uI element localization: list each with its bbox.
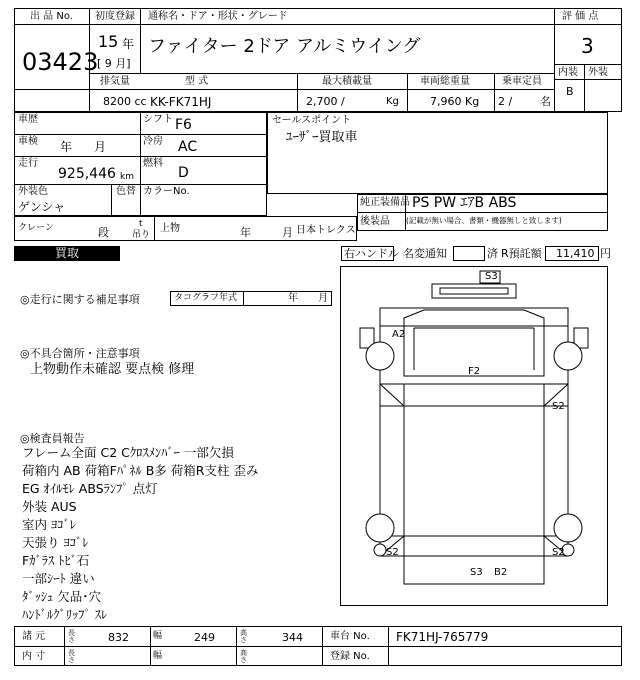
defects-label: ◎不具合箇所・注意事項 <box>20 347 140 360</box>
report-line: ﾊﾝﾄﾞﾙｸﾞﾘｯﾌﾟ ｽﾚ <box>22 607 108 622</box>
mark-f2: F2 <box>468 366 481 377</box>
height-value: 344 <box>282 631 303 644</box>
capacity-label: 最大積載量 <box>322 76 372 87</box>
divider <box>554 79 622 80</box>
reg-year-unit: 年 <box>122 37 135 51</box>
mileage-unit: km <box>120 172 134 182</box>
sales-point: ﾕｰｻﾞｰ買取車 <box>286 130 358 145</box>
gross-value: 7,960 Kg <box>430 95 480 108</box>
length-label-2: 長さ <box>68 649 75 664</box>
reg-month: [ 9 月] <box>97 57 131 70</box>
color-value: ゲンシャ <box>18 200 66 214</box>
mileage-value: 925,446 <box>58 166 116 182</box>
upper-maker: 日本トレクス <box>296 225 356 236</box>
shift-label: シフト <box>143 114 173 125</box>
length-label: 長さ <box>68 629 75 644</box>
fuel-value: D <box>178 165 189 181</box>
seats-unit: 名 <box>540 95 551 108</box>
mileage-label: 走行 <box>18 158 38 169</box>
color-no-label: カラーNo. <box>143 186 190 197</box>
divider <box>154 216 155 241</box>
truck-diagram <box>340 266 608 606</box>
tachograph-month: 月 <box>318 293 328 304</box>
width-value: 249 <box>194 631 215 644</box>
defects-value: 上物動作未確認 要点検 修理 <box>30 362 195 377</box>
divider <box>407 73 408 112</box>
aftermarket-note: (記載が無い場合、書類・機器無しと致します) <box>406 216 562 225</box>
interior-dims-label: 内 寸 <box>22 651 46 662</box>
height-label-2: 高さ <box>240 649 247 664</box>
ac-value: AC <box>178 139 198 155</box>
seats-label: 乗車定員 <box>502 76 542 87</box>
driving-label: ◎走行に関する補足事項 <box>20 293 140 306</box>
exterior-label: 外装 <box>588 67 608 78</box>
crane-lift: 吊り <box>132 230 151 240</box>
inspection-month: 月 <box>94 140 107 154</box>
mark-b2: B2 <box>494 567 508 578</box>
report-line: Fｶﾞﾗｽ ﾄﾋﾞ石 <box>22 553 90 568</box>
inspection-label: 車検 <box>18 136 38 147</box>
recycle-amount: 11,410 <box>556 247 595 260</box>
lot-label: 出 品 No. <box>30 11 73 22</box>
divider <box>89 73 554 74</box>
upper-month: 月 <box>282 226 293 239</box>
equipment-label: 純正装備品 <box>360 197 410 208</box>
divider <box>140 112 141 216</box>
mark-s2-right: S2 <box>552 401 565 412</box>
crane-ton: t <box>139 219 143 229</box>
type-value: KK-FK71HJ <box>150 95 212 109</box>
chassis-value: FK71HJ-765779 <box>396 630 489 644</box>
width-label: 幅 <box>153 631 163 641</box>
capacity-value: 2,700 / <box>306 95 345 108</box>
divider <box>494 73 495 112</box>
report-line: 荷箱内 AB 荷箱Fﾊﾟﾈﾙ B多 荷箱R支柱 歪み <box>22 463 259 478</box>
color-change-label: 色替 <box>116 186 136 197</box>
history-label: 車歴 <box>18 114 38 125</box>
mark-s2-bottom-right: S2 <box>552 547 565 558</box>
report-line: 天張り ﾖｺﾞﾚ <box>22 535 89 550</box>
divider <box>322 626 323 666</box>
divider <box>357 212 608 213</box>
tachograph-label: タコグラフ年式 <box>174 293 238 303</box>
divider <box>111 184 112 216</box>
divider <box>64 626 65 666</box>
divider <box>388 626 389 666</box>
sales-label: セールスポイント <box>272 115 352 126</box>
width-label-2: 幅 <box>153 651 163 661</box>
inspection-year: 年 <box>60 140 73 154</box>
interior-label: 内装 <box>558 67 578 78</box>
purchase-badge: 買取 <box>14 246 120 261</box>
reg-year: 15 <box>98 32 119 51</box>
model-name: ファイター 2ドア アルミウイング <box>148 36 421 57</box>
notice-label: 名変通知 <box>403 247 447 260</box>
ac-label: 冷房 <box>143 136 163 147</box>
divider <box>584 64 585 112</box>
seats-value: 2 / <box>498 95 513 108</box>
notice-complete: 済 <box>487 247 498 260</box>
color-label: 外装色 <box>18 186 48 197</box>
divider <box>150 626 151 666</box>
reg-label: 初度登録 <box>95 11 135 22</box>
notice-checkbox <box>453 246 485 261</box>
tachograph-year: 年 <box>288 293 298 304</box>
divider <box>14 134 267 135</box>
capacity-unit: Kg <box>386 96 399 107</box>
report-line: フレーム全面 C2 Cｸﾛｽﾒﾝﾊﾞｰ 一部欠損 <box>22 445 234 460</box>
displacement-value: 8200 cc <box>103 95 147 108</box>
crane-label: クレーン <box>18 223 54 233</box>
model-label: 通称名・ドア・形状・グレード <box>148 11 288 22</box>
gross-label: 車両総重量 <box>420 76 470 87</box>
divider <box>14 24 622 25</box>
type-label: 型 式 <box>185 76 209 87</box>
divider <box>243 291 244 306</box>
fuel-label: 燃料 <box>143 158 163 169</box>
lot-number: 03423 <box>22 48 99 76</box>
report-line: ﾀﾞｯｼｭ 欠品･穴 <box>22 589 101 604</box>
height-label: 高さ <box>240 629 247 644</box>
displacement-label: 排気量 <box>100 76 130 87</box>
report-line: 外装 AUS <box>22 499 77 514</box>
aftermarket-label: 後装品 <box>360 216 390 227</box>
divider <box>14 184 267 185</box>
grade-label: 評 価 点 <box>562 11 599 22</box>
divider <box>14 646 622 647</box>
mark-a2: A2 <box>392 329 406 340</box>
crane-stage: 段 <box>98 226 109 239</box>
report-line: 室内 ﾖｺﾞﾚ <box>22 517 76 532</box>
recycle-label: R預託額 <box>501 247 542 260</box>
recycle-unit: 円 <box>600 247 611 260</box>
dims-label: 諸 元 <box>22 631 46 642</box>
divider <box>14 156 267 157</box>
divider <box>14 89 554 90</box>
divider <box>236 626 237 666</box>
upper-year: 年 <box>240 226 251 239</box>
mark-s2-bottom-left: S2 <box>386 547 399 558</box>
divider <box>140 8 141 74</box>
interior-score: B <box>566 85 574 98</box>
steering-value: 右ハンドル <box>344 247 399 260</box>
shift-value: F6 <box>175 117 192 133</box>
mark-s3-bottom: S3 <box>470 567 483 578</box>
score: 3 <box>581 34 594 58</box>
equipment-value: PS PW ｴｱB ABS <box>412 195 517 211</box>
chassis-label: 車台 No. <box>330 631 370 642</box>
reg-no-label: 登録 No. <box>330 651 370 662</box>
divider <box>554 64 622 65</box>
divider <box>297 73 298 112</box>
mark-s3-top: S3 <box>485 271 498 282</box>
inspector-label: ◎検査員報告 <box>20 432 85 445</box>
report-line: 一部ｼｰﾄ 違い <box>22 571 95 586</box>
upper-label: 上物 <box>160 223 180 234</box>
length-value: 832 <box>108 631 129 644</box>
report-line: EG ｵｲﾙﾓﾚ ABSﾗﾝﾌﾟ 点灯 <box>22 481 158 496</box>
